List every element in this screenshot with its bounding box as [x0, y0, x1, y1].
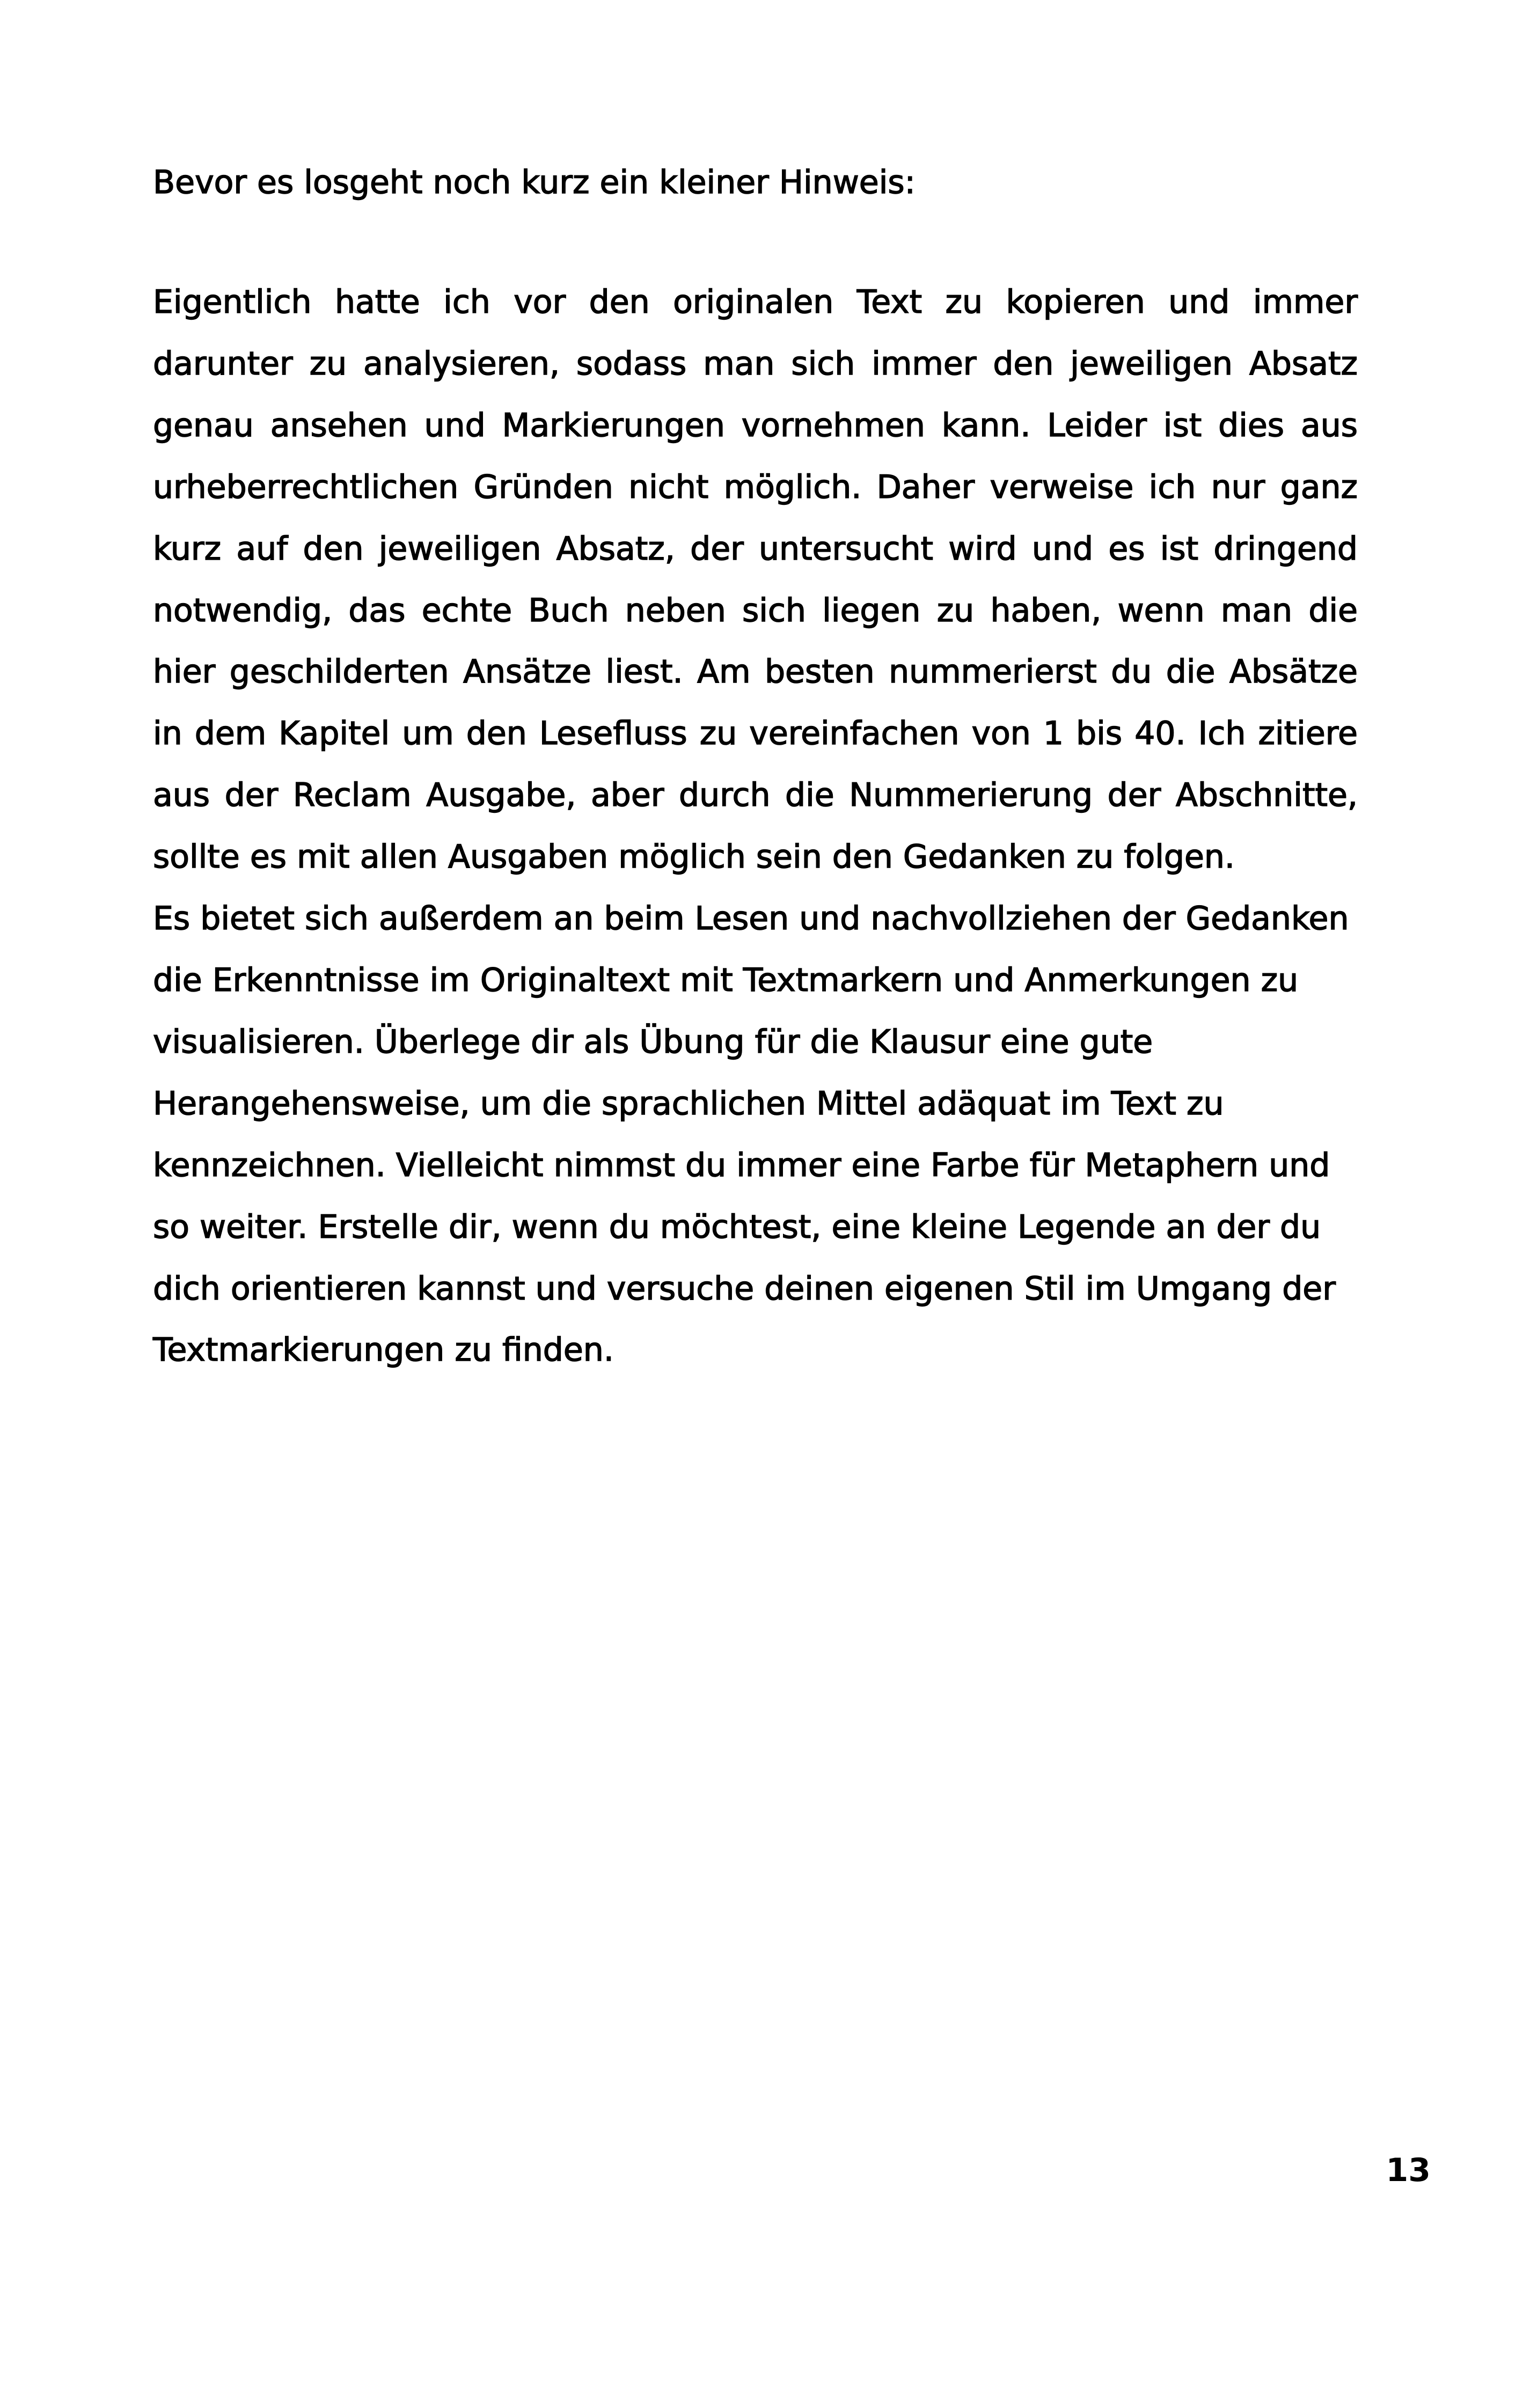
- paragraph-2: Es bietet sich außerdem an beim Lesen und nachvollziehen der Gedanken die Erkenntnisse im Originaltext mit Textmarkern und Anmerkungen zu visualisieren. Überlege dir als Übung für die Klausur eine gute Herangehensweise, um die sprachlichen Mittel adäquat im Text zu kennzeichnen. Vielleicht nimmst du immer eine Farbe für Metaphern und so weiter. Erstelle dir, wenn du möchtest, eine kleine Legende an der du dich orientieren kannst und versuche deinen eigenen Stil im Umgang der Textmarkierungen zu finden.: [153, 900, 1349, 1369]
- page-body: [153, 271, 1358, 1381]
- paragraph-1: Eigentlich hatte ich vor den originalen Text zu kopieren und immer darunter zu analysieren, sodass man sich immer den jeweiligen Absatz genau ansehen und Markierungen vornehmen kann. Leider ist dies aus urheberrechtlichen Gründen nicht möglich. Daher verweise ich nur ganz kurz auf den jeweiligen Absatz, der untersucht wird und es ist dringend notwendig, das echte Buch neben sich liegen zu haben, wenn man die hier geschilderten Ansätze liest. Am besten nummerierst du die Absätze in dem Kapitel um den Lesefluss zu vereinfachen von 1 bis 40. Ich zitiere aus der Reclam Ausgabe, aber durch die Nummerierung der Abschnitte, sollte es mit allen Ausgaben möglich sein den Gedanken zu folgen.: [153, 283, 1358, 876]
- page-heading: Bevor es losgeht noch kurz ein kleiner Hinweis:: [153, 164, 916, 201]
- page-number: 13: [1386, 2152, 1431, 2189]
